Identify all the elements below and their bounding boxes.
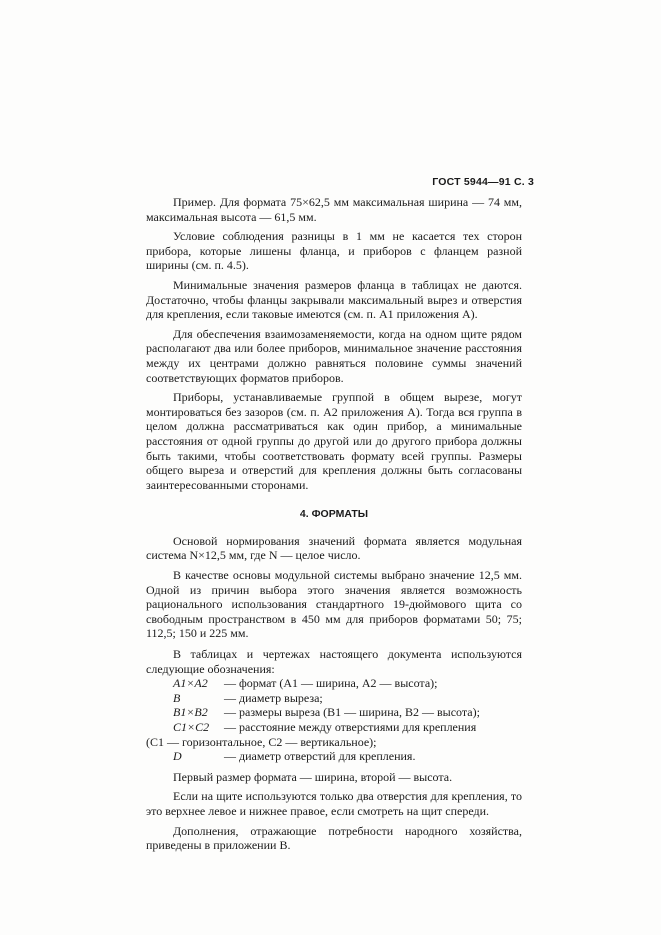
definition-desc: — размеры выреза (B1 — ширина, B2 — высота); [224,705,480,720]
paragraph-group-mounting: Приборы, устанавливаемые группой в общем вырезе, могут монтироваться без зазоров (см. п. А2 приложения А). Тогда вся группа в целом должна рассматриваться как один прибор, а минимальные расстояния от одной группы до другой или до другого прибора должны быть такими, чтобы соответствовать формату всей группы. Размеры общего выреза и отверстий для крепления должны быть согласованы заинтересованными сторонами. [146,390,522,492]
definition-desc: — расстояние между отверстиями для крепления [224,720,477,734]
definition-item [146,705,522,720]
definition-item [146,720,522,735]
definition-term: B1×B2 [173,705,208,720]
definition-list [146,676,522,764]
paragraph-modular-basis: Основой нормирования значений формата является модульная система N×12,5 мм, где N — целое число. [146,533,522,563]
paragraph-example: Пример. Для формата 75×62,5 мм максимальная ширина — 74 мм, максимальная высота — 61,5 мм. [146,195,522,224]
paragraph-notation-intro: В таблицах и чертежах настоящего документа используются следующие обозначения: [146,647,522,676]
paragraph-two-holes: Если на щите используются только два отверстия для крепления, то это верхнее левое и нижнее правое, если смотреть на щит спереди. [146,789,522,818]
definition-item [146,676,522,691]
definition-term: C1×C2 [173,720,210,734]
paragraph-modular-reason: В качестве основы модульной системы выбрано значение 12,5 мм. Одной из причин выбора этого значения является возможность рационального использования стандартного 19-дюймового щита со свободным пространством в 450 мм для приборов форматами 50; 75; 112,5; 150 и 225 мм. [146,568,522,641]
definition-term: D [173,749,182,764]
definition-desc: — диаметр выреза; [224,690,323,705]
definition-continuation: (C1 — горизонтальное, C2 — вертикальное); [146,734,377,749]
page-header: ГОСТ 5944—91 С. 3 [432,176,534,188]
definition-term: A1×A2 [173,676,208,691]
paragraph-flange-min: Минимальные значения размеров фланца в таблицах не даются. Достаточно, чтобы фланцы закрывали максимальный вырез и отверстия для крепления, если таковые имеются (см. п. А1 приложения А). [146,277,522,322]
paragraph-condition: Условие соблюдения разницы в 1 мм не касается тех сторон прибора, которые лишены фланца, и приборов с фланцем разной ширины (см. п. 4.5). [146,229,522,273]
definition-desc: — диаметр отверстий для крепления. [224,749,416,764]
definition-item [146,691,522,706]
paragraph-appendix-ref: Дополнения, отражающие потребности народного хозяйства, приведены в приложении В. [146,823,522,853]
definition-desc: — формат (A1 — ширина, A2 — высота); [224,676,438,691]
paragraph-interchangeability: Для обеспечения взаимозаменяемости, когда на одном щите рядом располагают два или более приборов, минимальное значение расстояния между их центрами должно равняться половине суммы значений соответствующих форматов приборов. [146,326,522,385]
definition-item [146,749,522,764]
paragraph-first-size: Первый размер формата — ширина, второй — высота. [173,769,453,784]
document-body [146,195,522,853]
definition-term: B [173,690,181,705]
section-title: 4. ФОРМАТЫ [299,508,369,521]
